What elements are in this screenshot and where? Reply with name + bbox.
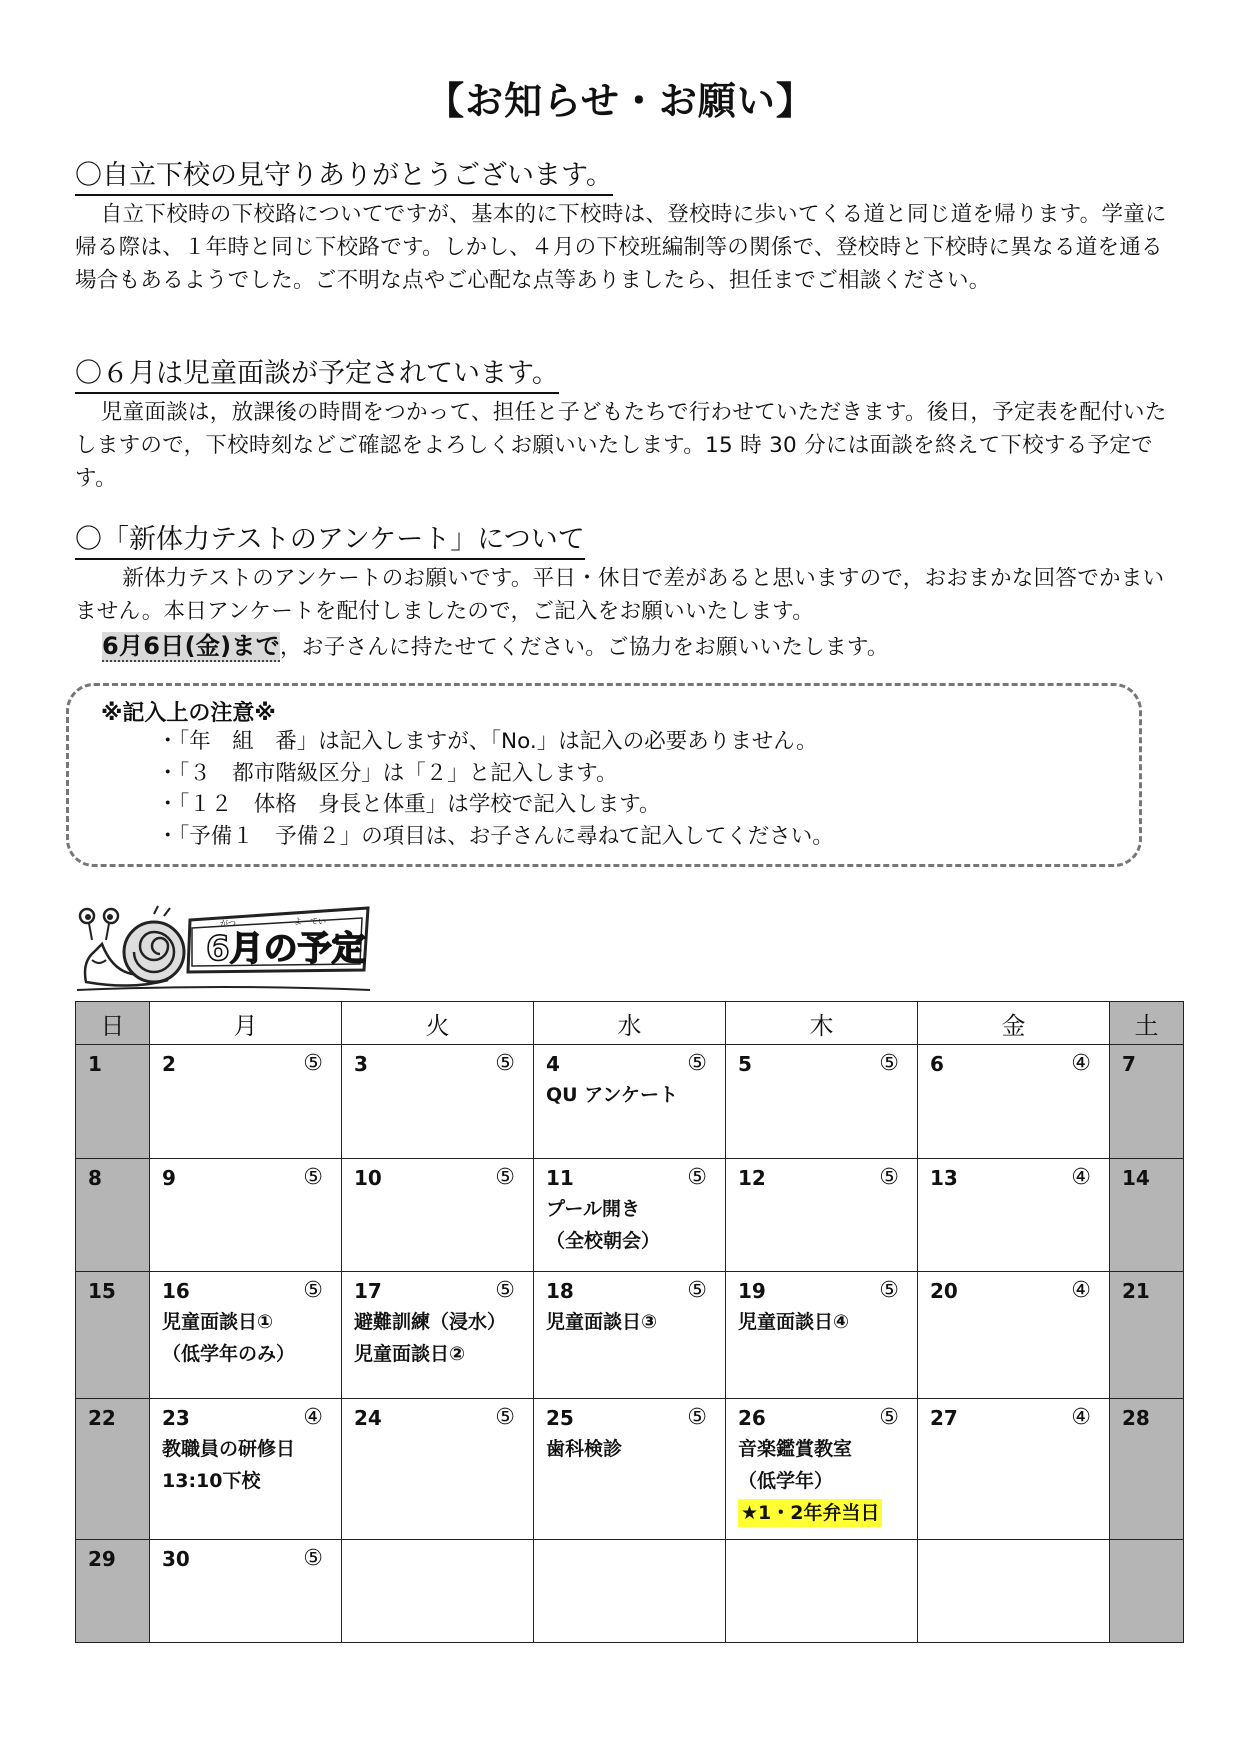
deadline-line xyxy=(75,630,1170,664)
day-number: 1 xyxy=(88,1052,102,1076)
calendar-week-row xyxy=(76,1540,1184,1643)
calendar-body xyxy=(76,1045,1184,1643)
calendar-cell-content xyxy=(726,1540,917,1563)
day-number: 9 xyxy=(162,1165,176,1190)
calendar-event: 児童面談日④ xyxy=(738,1311,850,1334)
calendar-cell-content xyxy=(150,1540,341,1574)
calendar-day-cell xyxy=(342,1158,534,1272)
calendar-cell-content xyxy=(76,1272,149,1306)
calendar-cell-content xyxy=(150,1045,341,1079)
notes-box xyxy=(66,683,1142,867)
day-number: 28 xyxy=(1122,1406,1150,1431)
day-number: 16 xyxy=(162,1279,190,1304)
day-number: 20 xyxy=(930,1279,958,1304)
calendar-event: 児童面談日③ xyxy=(546,1311,658,1334)
calendar-event: 13:10下校 xyxy=(162,1470,261,1493)
ground-line-icon xyxy=(77,987,370,990)
calendar-cell-content xyxy=(342,1045,533,1079)
calendar-day-cell xyxy=(76,1045,150,1159)
calendar-cell-content xyxy=(534,1272,725,1338)
day-number: 30 xyxy=(162,1547,190,1572)
calendar-cell-content xyxy=(76,1540,149,1574)
calendar-day-cell xyxy=(534,1540,726,1643)
calendar-cell-content xyxy=(1110,1045,1183,1079)
calendar-cell-content xyxy=(726,1272,917,1338)
header-sunday: 日 xyxy=(76,1002,150,1045)
calendar-day-cell xyxy=(1110,1158,1184,1272)
header-thursday: 木 xyxy=(726,1002,918,1045)
calendar-event: （低学年） xyxy=(738,1470,834,1493)
class-periods: ⑤ xyxy=(879,1164,899,1190)
section-body: 自立下校時の下校路についてですが、基本的に下校時は、登校時に歩いてくる道と同じ道を帰ります。学童に帰る際は、１年時と同じ下校路です。しかし、４月の下校班編制等の関係で、登校時と下校時に異なる道を通る場合もあるようでした。ご不明な点やご心配な点等ありましたら、担任までご相談ください。 xyxy=(75,202,1167,293)
calendar-event: 児童面談日① xyxy=(162,1311,274,1334)
class-periods: ⑤ xyxy=(303,1164,323,1190)
calendar-cell-content xyxy=(726,1045,917,1079)
calendar-day-cell xyxy=(1110,1272,1184,1399)
class-periods: ⑤ xyxy=(303,1051,323,1076)
calendar-cell-content xyxy=(1110,1399,1183,1433)
calendar-day-cell xyxy=(76,1399,150,1540)
calendar-cell-content xyxy=(918,1159,1109,1193)
day-number: 6 xyxy=(930,1052,944,1076)
calendar-cell-content xyxy=(150,1272,341,1370)
day-number: 10 xyxy=(354,1165,382,1190)
calendar-cell-content xyxy=(918,1272,1109,1306)
calendar-header-row xyxy=(76,1002,1184,1045)
day-number: 2 xyxy=(162,1052,176,1076)
header-wednesday: 水 xyxy=(534,1002,726,1045)
day-number: 8 xyxy=(88,1165,102,1190)
day-number: 5 xyxy=(738,1052,752,1076)
calendar-event: 音楽鑑賞教室 xyxy=(738,1438,853,1461)
calendar-event: 歯科検診 xyxy=(546,1438,623,1461)
calendar-title: 6月の予定 xyxy=(206,929,366,969)
main-title: 【お知らせ・お願い】 xyxy=(426,79,815,123)
class-periods: ⑤ xyxy=(303,1278,323,1304)
day-number: 19 xyxy=(738,1279,766,1304)
calendar-cell-content xyxy=(534,1045,725,1111)
calendar-cell-content xyxy=(1110,1540,1183,1563)
class-periods: ⑤ xyxy=(879,1405,899,1431)
june-calendar xyxy=(75,1001,1184,1643)
day-number: 4 xyxy=(546,1052,560,1076)
calendar-day-cell xyxy=(534,1272,726,1399)
section-heading: 〇「新体力テストのアンケート」について xyxy=(75,522,585,560)
class-periods: ⑤ xyxy=(495,1051,515,1076)
class-periods: ④ xyxy=(1071,1405,1091,1431)
calendar-week-row xyxy=(76,1399,1184,1540)
section-heading: 〇６月は児童面談が予定されています。 xyxy=(75,356,559,394)
day-number: 15 xyxy=(88,1279,116,1304)
snail-icon xyxy=(80,906,184,986)
calendar-day-cell xyxy=(342,1045,534,1159)
day-number: 25 xyxy=(546,1406,574,1431)
calendar-cell-content xyxy=(342,1399,533,1433)
calendar-day-cell xyxy=(342,1540,534,1643)
calendar-day-cell xyxy=(534,1158,726,1272)
calendar-day-cell xyxy=(76,1540,150,1643)
day-number: 24 xyxy=(354,1406,382,1431)
deadline-date: 6月6日(金)まで xyxy=(102,632,281,660)
note-item: ・「３ 都市階級区分」は「２」と記入します。 xyxy=(157,760,618,786)
class-periods: ⑤ xyxy=(495,1405,515,1431)
class-periods: ④ xyxy=(1071,1164,1091,1190)
calendar-cell-content xyxy=(726,1159,917,1193)
section-body: 児童面談は，放課後の時間をつかって、担任と子どもたちで行わせていただきます。後日，予定表を配付いたしますので，下校時刻などご確認をよろしくお願いいたします。15 時 30 分には面談を終えて下校する予定です。 xyxy=(75,400,1167,491)
calendar-cell-content xyxy=(918,1540,1109,1563)
class-periods: ⑤ xyxy=(687,1278,707,1304)
day-number: 7 xyxy=(1122,1052,1136,1076)
header-saturday: 土 xyxy=(1110,1002,1184,1045)
calendar-cell-content xyxy=(342,1159,533,1193)
calendar-day-cell xyxy=(150,1272,342,1399)
class-periods: ⑤ xyxy=(879,1278,899,1304)
calendar-day-cell xyxy=(534,1045,726,1159)
day-number: 12 xyxy=(738,1165,766,1190)
calendar-day-cell xyxy=(918,1045,1110,1159)
calendar-cell-content xyxy=(918,1399,1109,1433)
class-periods: ⑤ xyxy=(879,1051,899,1076)
calendar-event: （低学年のみ） xyxy=(162,1343,296,1366)
calendar-cell-content xyxy=(534,1159,725,1257)
section-heading: 〇自立下校の見守りありがとうございます。 xyxy=(75,158,613,196)
calendar-cell-content xyxy=(150,1159,341,1193)
day-number: 29 xyxy=(88,1547,116,1572)
note-item: ・「１２ 体格 身長と体重」は学校で記入します。 xyxy=(157,792,661,817)
calendar-day-cell xyxy=(918,1540,1110,1643)
class-periods: ⑤ xyxy=(687,1164,707,1190)
notes-list xyxy=(157,726,834,852)
calendar-day-cell xyxy=(918,1272,1110,1399)
calendar-cell-content xyxy=(918,1045,1109,1079)
day-number: 11 xyxy=(546,1165,574,1190)
section-fitness-survey xyxy=(75,522,1170,664)
snail-schedule-header xyxy=(72,900,372,994)
day-number: 22 xyxy=(88,1406,116,1431)
section-dismissal xyxy=(75,158,1170,297)
calendar-cell-content xyxy=(534,1540,725,1563)
calendar-cell-content xyxy=(1110,1159,1183,1193)
note-item: ・「予備１ 予備２」の項目は、お子さんに尋ねて記入してください。 xyxy=(157,823,834,849)
header-monday: 月 xyxy=(150,1002,342,1045)
class-periods: ⑤ xyxy=(495,1278,515,1304)
calendar-day-cell xyxy=(918,1158,1110,1272)
calendar-event: QU アンケート xyxy=(546,1084,679,1106)
class-periods: ④ xyxy=(303,1405,323,1431)
day-number: 14 xyxy=(1122,1165,1150,1190)
class-periods: ⑤ xyxy=(495,1164,515,1190)
calendar-event: プール開き xyxy=(546,1197,641,1220)
calendar-event: （全校朝会） xyxy=(546,1229,661,1252)
header-friday: 金 xyxy=(918,1002,1110,1045)
class-periods: ④ xyxy=(1071,1051,1091,1076)
calendar-cell-content xyxy=(342,1540,533,1563)
calendar-day-cell xyxy=(76,1272,150,1399)
notes-title: ※記入上の注意※ xyxy=(101,701,276,726)
day-number: 17 xyxy=(354,1279,382,1304)
calendar-title-ruby: がつ xyxy=(220,919,236,928)
day-number: 13 xyxy=(930,1165,958,1190)
day-number: 21 xyxy=(1122,1279,1150,1304)
calendar-cell-content xyxy=(76,1399,149,1433)
calendar-cell-content xyxy=(534,1399,725,1465)
day-number: 18 xyxy=(546,1279,574,1304)
calendar-day-cell xyxy=(150,1540,342,1643)
highlighted-event: ★1・2年弁当日 xyxy=(738,1499,882,1527)
calendar-day-cell xyxy=(534,1399,726,1540)
calendar-day-cell xyxy=(150,1045,342,1159)
section-body: 新体力テストのアンケートのお願いです。平日・休日で差があると思いますので，おおまかな回答でかまいません。本日アンケートを配付しましたので，ご記入をお願いいたします。 xyxy=(75,566,1165,624)
calendar-cell-content xyxy=(1110,1272,1183,1306)
calendar-cell-content xyxy=(76,1045,149,1079)
calendar-week-row xyxy=(76,1045,1184,1159)
calendar-title-ruby: よ てい xyxy=(294,917,326,926)
day-number: 3 xyxy=(354,1052,368,1076)
calendar-cell-content xyxy=(76,1159,149,1193)
calendar-event: 教職員の研修日 xyxy=(162,1438,296,1461)
class-periods: ⑤ xyxy=(303,1546,323,1572)
calendar-cell-content xyxy=(150,1399,341,1497)
calendar-event: 児童面談日② xyxy=(354,1343,466,1366)
deadline-text: ，お子さんに持たせてください。ご協力をお願いいたします。 xyxy=(280,635,889,660)
calendar-week-row xyxy=(76,1272,1184,1399)
header-tuesday: 火 xyxy=(342,1002,534,1045)
section-interviews xyxy=(75,356,1170,495)
calendar-day-cell xyxy=(918,1399,1110,1540)
calendar-day-cell xyxy=(1110,1399,1184,1540)
day-number: 27 xyxy=(930,1406,958,1431)
calendar-day-cell xyxy=(150,1158,342,1272)
calendar-event: 避難訓練（浸水） xyxy=(354,1311,507,1334)
class-periods: ④ xyxy=(1071,1278,1091,1304)
calendar-day-cell xyxy=(342,1399,534,1540)
day-number: 23 xyxy=(162,1406,190,1431)
class-periods: ⑤ xyxy=(687,1405,707,1431)
calendar-day-cell xyxy=(150,1399,342,1540)
calendar-day-cell xyxy=(726,1045,918,1159)
calendar-day-cell xyxy=(1110,1540,1184,1643)
calendar-day-cell xyxy=(1110,1045,1184,1159)
calendar-day-cell xyxy=(342,1272,534,1399)
class-periods: ⑤ xyxy=(687,1051,707,1076)
calendar-day-cell xyxy=(726,1158,918,1272)
calendar-day-cell xyxy=(76,1158,150,1272)
calendar-cell-content xyxy=(342,1272,533,1370)
calendar-week-row xyxy=(76,1158,1184,1272)
calendar-cell-content xyxy=(726,1399,917,1527)
calendar-day-cell xyxy=(726,1540,918,1643)
note-item: ・「年 組 番」は記入しますが、「No.」は記入の必要ありません。 xyxy=(157,729,818,754)
calendar-day-cell xyxy=(726,1399,918,1540)
day-number: 26 xyxy=(738,1406,766,1431)
calendar-day-cell xyxy=(726,1272,918,1399)
